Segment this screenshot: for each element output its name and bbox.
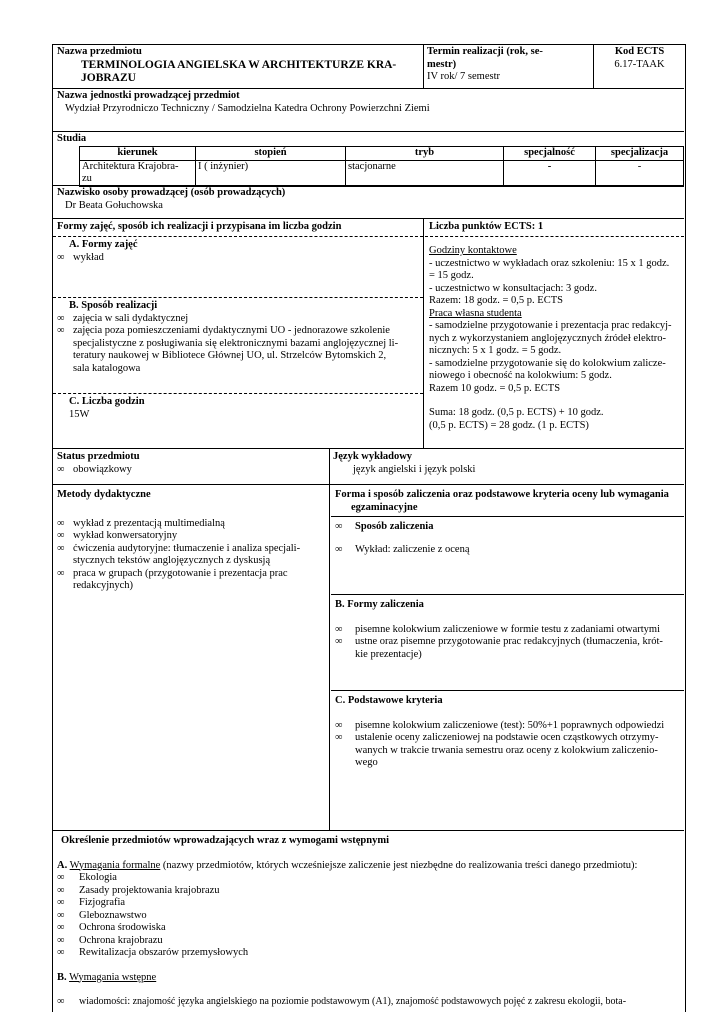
list-item <box>57 530 325 543</box>
prerequisite-item: Ochrona krajobrazu <box>79 934 163 946</box>
methods-item <box>73 568 325 593</box>
language-label: Język wykładowy <box>333 451 413 462</box>
forms-a-section <box>53 237 423 298</box>
studies-table <box>79 146 684 187</box>
prerequisites-a-prefix: A. <box>57 859 68 871</box>
list-item <box>335 636 680 661</box>
studies-header-stopien: stopień <box>196 147 346 161</box>
studies-kierunek-line1: Architektura Krajobra- <box>82 160 179 172</box>
ects-code-label: Kod ECTS <box>614 46 665 57</box>
ects-header <box>425 219 684 237</box>
methods-item-line: ćwiczenia audytoryjne: tłumaczenie i analiza specjali- <box>73 542 301 554</box>
bullet-icon: ∞ <box>57 325 65 336</box>
forms-b-title: B. Sposób realizacji <box>69 300 158 311</box>
ects-contact-title: Godziny kontaktowe <box>429 245 517 256</box>
methods-label: Metody dydaktyczne <box>57 489 151 500</box>
studies-specjalizacja: - <box>596 160 684 186</box>
ects-contact-line: Razem: 18 godz. = 0,5 p. ECTS <box>429 295 563 306</box>
methods-item <box>73 543 325 568</box>
teacher-value: Dr Beata Gołuchowska <box>65 199 163 211</box>
assessment-b-section <box>331 595 684 691</box>
assessment-c-item: pisemne kolokwium zaliczeniowe (test): 50%+1 poprawnych odpowiedzi <box>355 719 665 731</box>
divider <box>329 449 330 484</box>
assessment-a-title: Sposób zaliczenia <box>355 521 434 532</box>
assessment-b-item-line: kie prezentacje) <box>355 648 422 660</box>
bullet-icon: ∞ <box>57 312 65 324</box>
list-item <box>57 996 681 1009</box>
list-item <box>335 624 680 637</box>
ects-own-line: - samodzielne przygotowanie się do kolokwium zalicze- <box>429 357 666 369</box>
assessment-a-item: Wykład: zaliczenie z oceną <box>355 543 470 555</box>
course-name-line1: TERMINOLOGIA ANGIELSKA W ARCHITEKTURZE KRA- <box>81 58 397 71</box>
studies-header-tryb: tryb <box>346 147 504 161</box>
methods-item: wykład konwersatoryjny <box>73 530 178 541</box>
prerequisites-section <box>57 835 681 1009</box>
studies-header-specjalizacja: specjalizacja <box>596 147 684 161</box>
prerequisites-a-desc: (nazwy przedmiotów, których wcześniejsze zaliczenie jest niezbędne do realizowania treści danego przedmiotu): <box>160 859 638 871</box>
forms-b-item2-line: teratury naukowej w Bibliotece Głównej UO, ul. Strzelców Bytomskich 2, <box>73 350 387 361</box>
bullet-icon: ∞ <box>57 872 65 883</box>
divider <box>593 45 594 88</box>
bullet-icon: ∞ <box>57 996 65 1007</box>
assessment-c-item-line: wego <box>355 757 378 768</box>
list-item <box>57 935 681 948</box>
prerequisites-a-heading <box>57 860 681 873</box>
forms-a-title: A. Formy zajęć <box>69 239 138 250</box>
status-label: Status przedmiotu <box>57 451 140 462</box>
ects-own-line: niowego i obecność na kolokwium: 5 godz. <box>429 370 612 381</box>
course-name-line2: JOBRAZU <box>81 71 136 84</box>
bullet-icon: ∞ <box>57 947 65 958</box>
term-cell <box>427 46 587 84</box>
prerequisite-item: Ochrona środowiska <box>79 922 166 933</box>
bullet-icon: ∞ <box>57 884 65 896</box>
prerequisite-item: Fizjografia <box>79 897 126 908</box>
list-item <box>335 521 680 534</box>
list-item <box>57 947 681 960</box>
term-value: IV rok/ 7 semestr <box>427 71 501 82</box>
ects-own-line: nicznych: 5 x 1 godz. = 5 godz. <box>429 345 562 356</box>
prerequisite-b-item: wiadomości: znajomość języka angielskiego na poziomie podstawowym (A1), znajomość podstawowych pojęć z zakresu ekologii, bota- <box>79 996 627 1007</box>
assessment-header <box>331 485 684 517</box>
prerequisites-b-title: Wymagania wstępne <box>69 971 157 983</box>
prerequisites-title: Określenie przedmiotów wprowadzających wraz z wymogami wstępnymi <box>61 835 389 846</box>
bullet-icon: ∞ <box>57 530 65 541</box>
ects-contact-line: - uczestnictwo w wykładach oraz szkoleniu: 15 x 1 godz. <box>429 257 670 269</box>
syllabus-page <box>52 44 686 1012</box>
forms-c-title: C. Liczba godzin <box>69 396 145 407</box>
teacher-row <box>53 186 684 219</box>
list-item <box>57 885 681 898</box>
bullet-icon: ∞ <box>57 934 65 946</box>
studies-tryb: stacjonarne <box>346 160 504 186</box>
assessment-c-item <box>355 732 680 770</box>
ects-cell <box>425 219 684 447</box>
methods-item-line: redakcyjnych) <box>73 580 134 591</box>
ects-own-title: Praca własna studenta <box>429 307 522 319</box>
unit-label: Nazwa jednostki prowadzącej przedmiot <box>57 90 240 101</box>
ects-contact-line: = 15 godz. <box>429 270 474 281</box>
bullet-icon: ∞ <box>335 732 343 743</box>
assessment-c-item-line: wanych w trakcie trwania semestru oraz oceny z kolokwium zaliczenio- <box>355 744 658 756</box>
forms-b-item2-line: zajęcia poza pomieszczeniami dydaktycznymi UO - jednorazowe szkolenie <box>73 325 390 336</box>
status-value: obowiązkowy <box>73 463 132 475</box>
forms-b-section <box>53 298 423 394</box>
ects-header-text: Liczba punktów ECTS: 1 <box>429 221 544 232</box>
divider <box>423 219 424 448</box>
list-item <box>57 518 325 531</box>
forms-b-item1: zajęcia w sali dydaktycznej <box>73 312 189 324</box>
methods-assessment-row <box>53 485 684 831</box>
assessment-b-item-line: ustne oraz pisemne przygotowanie prac redakcyjnych (tłumaczenia, krót- <box>355 636 663 647</box>
bullet-icon: ∞ <box>57 897 65 908</box>
language-cell <box>333 451 683 476</box>
bullet-icon: ∞ <box>335 719 343 731</box>
prerequisites-b-prefix: B. <box>57 971 67 983</box>
ects-own-line: nych z wykorzystaniem anglojęzycznych źródeł elektro- <box>429 332 667 344</box>
list-item <box>335 544 680 557</box>
bullet-icon: ∞ <box>57 463 65 475</box>
studies-header-specjalnosc: specjalność <box>504 147 596 161</box>
list-item <box>335 720 680 733</box>
forms-c-section <box>53 394 423 444</box>
teacher-label: Nazwisko osoby prowadzącej (osób prowadzących) <box>57 187 286 198</box>
list-item <box>335 732 680 770</box>
ects-own-line: - samodzielne przygotowanie i prezentacja prac redakcyj- <box>429 320 672 331</box>
ects-breakdown <box>425 245 684 432</box>
prerequisite-item: Gleboznawstwo <box>79 909 147 921</box>
prerequisite-item: Zasady projektowania krajobrazu <box>79 884 220 896</box>
status-language-row <box>53 449 684 485</box>
assessment-header-line2: egzaminacyjne <box>351 501 418 513</box>
unit-row <box>53 89 684 132</box>
assessment-cell <box>331 485 684 829</box>
bullet-icon: ∞ <box>57 517 65 529</box>
ects-code-value: 6.17-TAAK <box>614 58 665 70</box>
bullet-icon: ∞ <box>335 521 343 532</box>
course-name-cell <box>57 46 421 85</box>
list-item <box>57 910 681 923</box>
course-name-label: Nazwa przedmiotu <box>57 46 142 57</box>
forms-header-text: Formy zajęć, sposób ich realizacji i przypisana im liczba godzin <box>57 221 342 232</box>
list-item <box>57 464 327 477</box>
list-item <box>57 325 419 375</box>
studies-row <box>53 132 684 186</box>
assessment-a-section <box>331 517 684 595</box>
status-cell <box>57 451 327 476</box>
studies-stopien: I ( inżynier) <box>196 160 346 186</box>
bullet-icon: ∞ <box>57 922 65 933</box>
bullet-icon: ∞ <box>57 542 65 554</box>
divider <box>423 45 424 88</box>
bullet-icon: ∞ <box>57 909 65 921</box>
list-item <box>57 543 325 568</box>
list-item <box>57 922 681 935</box>
assessment-b-item: pisemne kolokwium zaliczeniowe w formie testu z zadaniami otwartymi <box>355 623 660 635</box>
term-label-line1: Termin realizacji (rok, se- <box>427 46 543 57</box>
term-label-line2: mestr) <box>427 58 457 70</box>
divider <box>329 485 330 830</box>
assessment-header-line1: Forma i sposób zaliczenia oraz podstawowe kryteria oceny lub wymagania <box>335 489 669 500</box>
prerequisite-item: Ekologia <box>79 872 117 883</box>
forms-header <box>53 219 423 237</box>
forms-ects-row <box>53 219 684 449</box>
studies-kierunek <box>80 160 196 186</box>
language-value: język angielski i język polski <box>353 463 476 475</box>
prerequisites-b-heading <box>57 972 681 985</box>
forms-b-item2-line: specjalistyczne z posługiwania się elektronicznymi bazami anglojęzycznej li- <box>73 337 399 349</box>
ects-sum-line: (0,5 p. ECTS) = 28 godz. (1 p. ECTS) <box>429 419 589 431</box>
bullet-icon: ∞ <box>57 567 65 579</box>
bullet-icon: ∞ <box>335 543 343 555</box>
course-header-row <box>53 45 684 89</box>
studies-header-kierunek: kierunek <box>80 147 196 161</box>
forms-c-value: 15W <box>69 408 90 420</box>
bullet-icon: ∞ <box>335 636 343 647</box>
list-item <box>57 313 419 326</box>
assessment-b-title: B. Formy zaliczenia <box>335 599 424 610</box>
methods-item: wykład z prezentacją multimedialną <box>73 517 225 529</box>
ects-sum-line: Suma: 18 godz. (0,5 p. ECTS) + 10 godz. <box>429 407 604 418</box>
forms-b-item2-line: sala katalogowa <box>73 362 141 374</box>
forms-b-item2 <box>73 325 419 375</box>
bullet-icon: ∞ <box>57 251 65 263</box>
ects-contact-line: - uczestnictwo w konsultacjach: 3 godz. <box>429 282 597 294</box>
assessment-b-item <box>355 636 680 661</box>
assessment-c-item-line: ustalenie oceny zaliczeniowej na podstawie ocen cząstkowych otrzymy- <box>355 732 659 743</box>
forms-a-item: wykład <box>73 251 104 263</box>
list-item <box>57 568 325 593</box>
ects-code-cell <box>595 46 684 71</box>
studies-specjalnosc: - <box>504 160 596 186</box>
unit-value: Wydział Przyrodniczo Techniczny / Samodzielna Katedra Ochrony Powierzchni Ziemi <box>65 102 430 114</box>
methods-item-line: stycznych tekstów anglojęzycznych z dyskusją <box>73 555 271 566</box>
prerequisite-item: Rewitalizacja obszarów przemysłowych <box>79 947 249 958</box>
list-item <box>57 252 419 265</box>
forms-cell <box>53 219 423 447</box>
assessment-c-title: C. Podstawowe kryteria <box>335 695 443 706</box>
studies-kierunek-line2: zu <box>82 173 92 184</box>
list-item <box>57 872 681 885</box>
methods-cell <box>57 489 325 593</box>
list-item <box>57 897 681 910</box>
bullet-icon: ∞ <box>335 623 343 635</box>
studies-label: Studia <box>57 133 87 144</box>
methods-item-line: praca w grupach (przygotowanie i prezentacja prac <box>73 567 288 579</box>
ects-own-line: Razem 10 godz. = 0,5 p. ECTS <box>429 382 561 394</box>
prerequisites-a-title: Wymagania formalne <box>69 859 161 871</box>
assessment-c-section <box>331 691 684 829</box>
